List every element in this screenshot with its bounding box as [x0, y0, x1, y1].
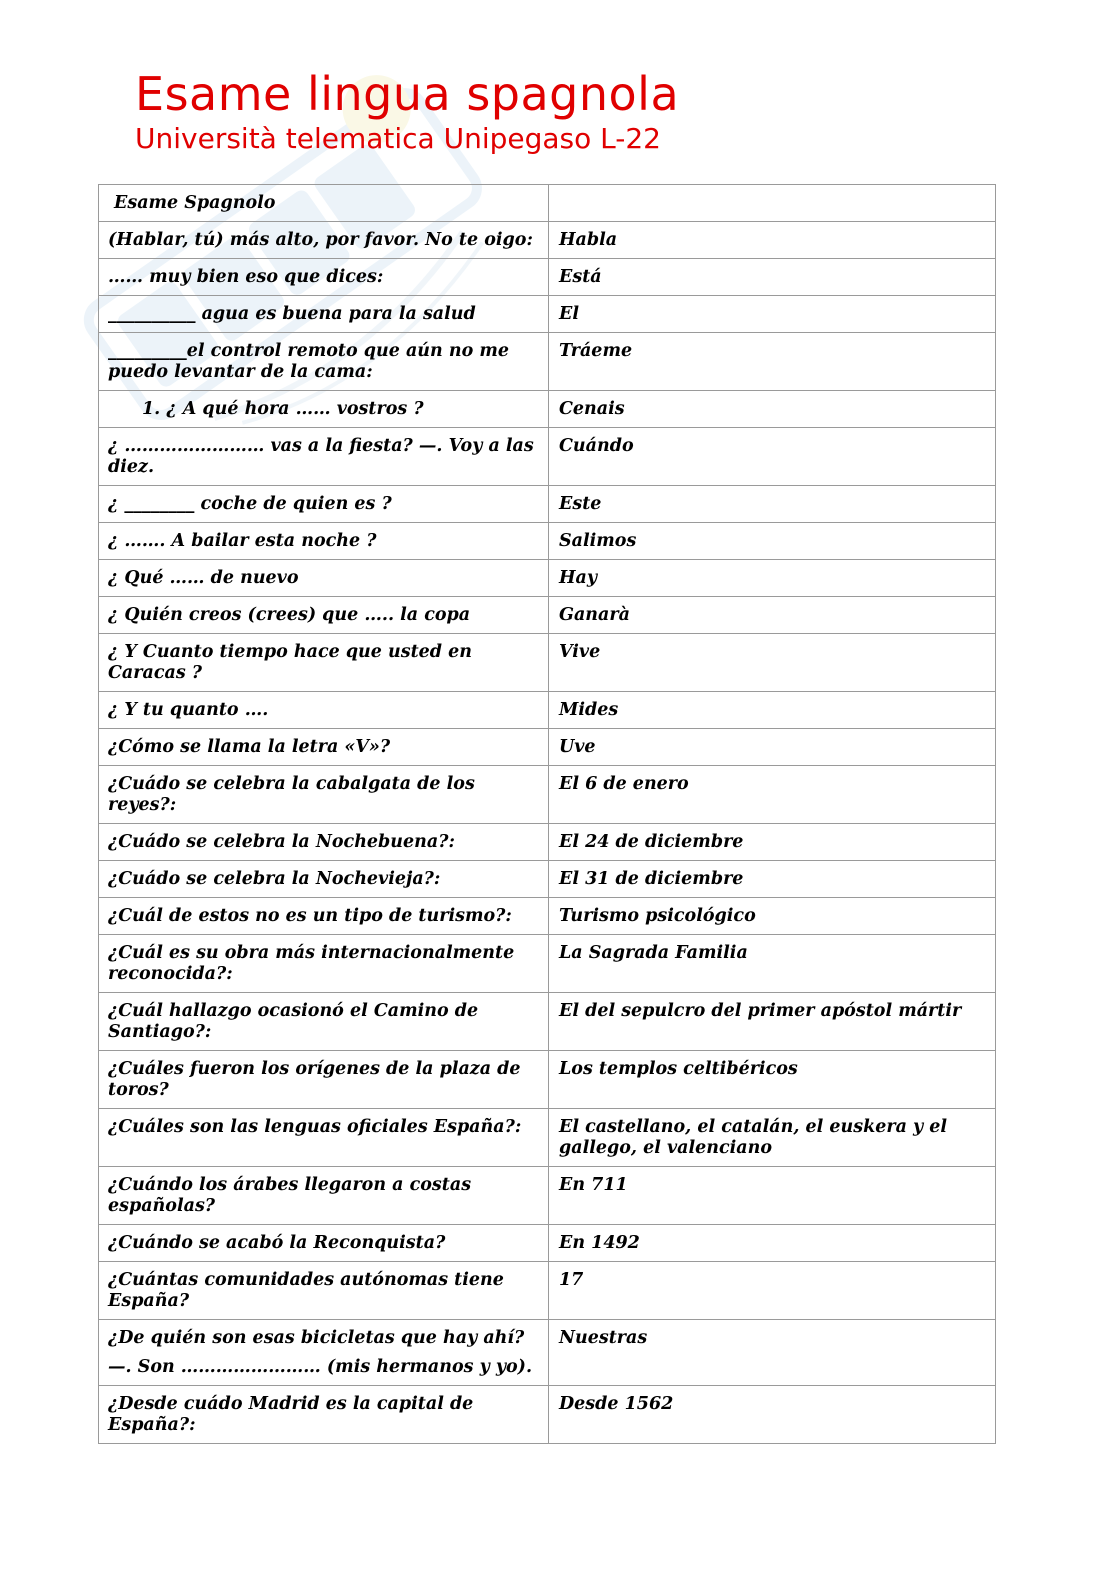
table-row: [99, 1109, 996, 1167]
table-row: [99, 1051, 996, 1109]
table-row: [99, 935, 996, 993]
document-subtitle: Università telematica Unipegaso L-22: [135, 122, 661, 155]
table-header-row: [99, 185, 996, 222]
question-text: …… muy bien eso que dices:: [108, 267, 384, 287]
table-row: [99, 861, 996, 898]
question-cell: [99, 1386, 549, 1444]
question-text: ¿Cuáles fueron los orígenes de la plaza de toros?: [108, 1059, 521, 1100]
question-cell: [99, 428, 549, 486]
question-cell: [99, 486, 549, 523]
answer-cell: En 711: [549, 1167, 996, 1225]
question-cell: [99, 692, 549, 729]
answer-cell: La Sagrada Familia: [549, 935, 996, 993]
question-cell: [99, 333, 549, 391]
question-cell: [99, 259, 549, 296]
question-cell: [99, 1109, 549, 1167]
question-text: ¿Cuál de estos no es un tipo de turismo?:: [108, 906, 512, 926]
table-row: [99, 428, 996, 486]
question-cell: [99, 729, 549, 766]
table-row: [99, 898, 996, 935]
question-text: ¿ …………………… vas a la fiesta? —. Voy a las diez.: [108, 436, 534, 477]
question-text: ¿ Y tu quanto ….: [108, 700, 269, 720]
answer-cell: Nuestras: [549, 1320, 996, 1386]
table-row: [99, 391, 996, 428]
answer-cell: El 24 de diciembre: [549, 824, 996, 861]
question-cell: [99, 1051, 549, 1109]
table-header-question-text: Esame Spagnolo: [114, 193, 276, 213]
question-cell: [99, 391, 549, 428]
table-header-answer: [549, 185, 996, 222]
question-cell: [99, 993, 549, 1051]
table-row: [99, 296, 996, 333]
question-text: ¿Cuándo se acabó la Reconquista?: [108, 1233, 446, 1253]
table-row: [99, 692, 996, 729]
answer-cell: Tráeme: [549, 333, 996, 391]
question-cell: [99, 523, 549, 560]
answer-cell: Habla: [549, 222, 996, 259]
question-cell: [99, 296, 549, 333]
document-header: [135, 66, 679, 156]
table-row: [99, 523, 996, 560]
question-text: ¿Cómo se llama la letra «V»?: [108, 737, 391, 757]
question-text: ¿Cuádo se celebra la Nochebuena?:: [108, 832, 455, 852]
question-text: ¿Desde cuádo Madrid es la capital de España?:: [108, 1394, 474, 1435]
answer-cell: Está: [549, 259, 996, 296]
question-text: ¿ ……. A bailar esta noche ?: [108, 531, 377, 551]
question-text: ¿ Quién creos (crees) que ….. la copa: [108, 605, 471, 625]
question-cell: [99, 222, 549, 259]
answer-cell: El castellano, el catalán, el euskera y el gallego, el valenciano: [549, 1109, 996, 1167]
question-text: ¿De quién son esas bicicletas que hay ahí?: [108, 1328, 525, 1348]
table-row: [99, 333, 996, 391]
table-row: [99, 1386, 996, 1444]
exam-table: [98, 184, 996, 1444]
question-text: ¿Cuádo se celebra la Nochevieja?:: [108, 869, 441, 889]
question-cell: [99, 861, 549, 898]
question-cell: [99, 560, 549, 597]
question-cell: [99, 634, 549, 692]
answer-cell: Vive: [549, 634, 996, 692]
answer-cell: Ganarà: [549, 597, 996, 634]
question-text: ¿ Qué …… de nuevo: [108, 568, 299, 588]
question-text: (Hablar, tú) más alto, por favor. No te oigo:: [108, 230, 533, 250]
question-text: _________el control remoto que aún no me puedo levantar de la cama:: [108, 341, 509, 382]
answer-cell: Hay: [549, 560, 996, 597]
question-text: ¿Cuál hallazgo ocasionó el Camino de Santiago?:: [108, 1001, 479, 1042]
answer-cell: Turismo psicológico: [549, 898, 996, 935]
question-text: ¿Cuándo los árabes llegaron a costas españolas?: [108, 1175, 472, 1216]
question-cell: [99, 1320, 549, 1386]
question-cell: [99, 766, 549, 824]
question-text: ¿Cuántas comunidades autónomas tiene España?: [108, 1270, 504, 1311]
table-header-question: [99, 185, 549, 222]
answer-cell: Uve: [549, 729, 996, 766]
answer-cell: Mides: [549, 692, 996, 729]
question-cell: [99, 1262, 549, 1320]
document-title: Esame lingua spagnola: [135, 67, 680, 121]
table-row: [99, 1320, 996, 1386]
table-row: [99, 486, 996, 523]
question-text: ¿Cuádo se celebra la cabalgata de los reyes?:: [108, 774, 475, 815]
table-row: [99, 1262, 996, 1320]
table-row: [99, 1225, 996, 1262]
answer-cell: El 31 de diciembre: [549, 861, 996, 898]
question-cell: [99, 935, 549, 993]
answer-cell: 17: [549, 1262, 996, 1320]
answer-cell: Este: [549, 486, 996, 523]
answer-cell: El del sepulcro del primer apóstol mártir: [549, 993, 996, 1051]
answer-cell: El 6 de enero: [549, 766, 996, 824]
answer-cell: Desde 1562: [549, 1386, 996, 1444]
table-row: [99, 259, 996, 296]
table-row: [99, 993, 996, 1051]
question-text: ¿Cuáles son las lenguas oficiales España?:: [108, 1117, 522, 1137]
question-text: ¿ ________ coche de quien es ?: [108, 494, 392, 514]
question-cell: [99, 597, 549, 634]
question-cell: [99, 1167, 549, 1225]
question-cell: [99, 824, 549, 861]
table-row: [99, 634, 996, 692]
table-row: [99, 729, 996, 766]
question-text-line2: —. Son …………………… (mis hermanos y yo).: [108, 1357, 533, 1377]
question-text: 1. ¿ A qué hora …… vostros ?: [142, 399, 424, 419]
question-cell: [99, 898, 549, 935]
answer-cell: El: [549, 296, 996, 333]
table-row: [99, 560, 996, 597]
answer-cell: En 1492: [549, 1225, 996, 1262]
answer-cell: Cuándo: [549, 428, 996, 486]
question-text: ¿Cuál es su obra más internacionalmente reconocida?:: [108, 943, 515, 984]
answer-cell: Salimos: [549, 523, 996, 560]
answer-cell: Cenais: [549, 391, 996, 428]
table-row: [99, 824, 996, 861]
question-cell: [99, 1225, 549, 1262]
table-row: [99, 766, 996, 824]
answer-cell: Los templos celtibéricos: [549, 1051, 996, 1109]
question-text: __________ agua es buena para la salud: [108, 304, 476, 324]
table-row: [99, 1167, 996, 1225]
question-text: ¿ Y Cuanto tiempo hace que usted en Caracas ?: [108, 642, 472, 683]
table-row: [99, 222, 996, 259]
table-row: [99, 597, 996, 634]
